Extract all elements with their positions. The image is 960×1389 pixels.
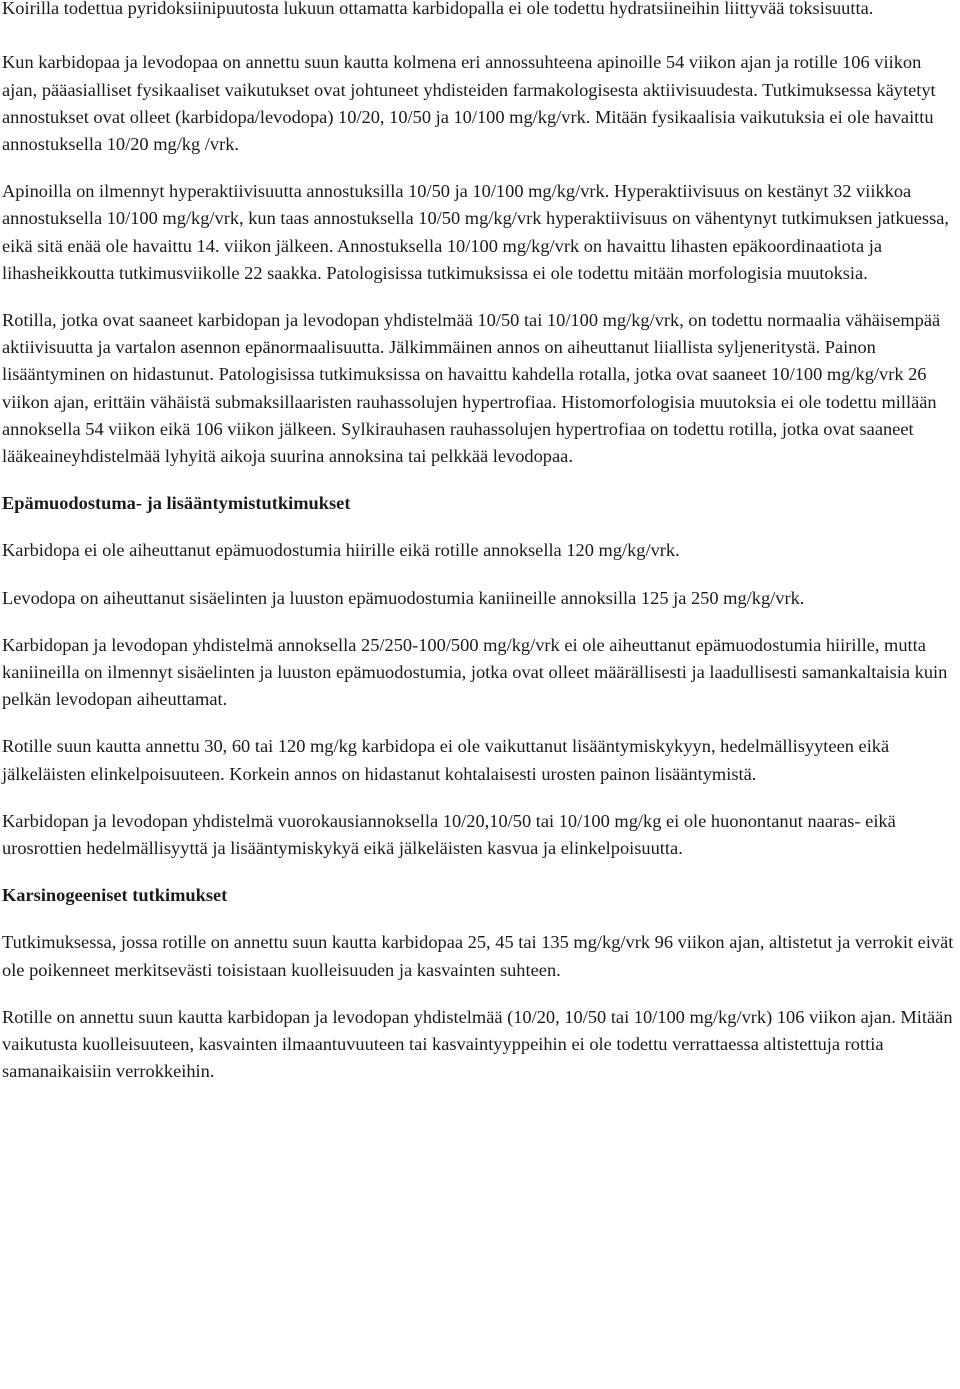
- spacer: [2, 565, 957, 585]
- spacer: [2, 287, 957, 307]
- spacer: [2, 517, 957, 537]
- spacer: [2, 713, 957, 733]
- section-heading-carcinogenicity: Karsinogeeniset tutkimukset: [2, 885, 228, 906]
- document-page: [2, 0, 957, 1085]
- paragraph-carcinogenicity-carbidopa: Tutkimuksessa, jossa rotille on annettu suun kautta karbidopaa 25, 45 tai 135 mg/kg/vrk 96 viikon ajan, altistetut ja verrokit eivät ole poikenneet merkitsevästi toisistaan kuolleisuuden ja kasvainten suhteen.: [2, 932, 954, 980]
- paragraph-carcinogenicity-combination: Rotille on annettu suun kautta karbidopan ja levodopan yhdistelmää (10/20, 10/50 tai 10/100 mg/kg/vrk) 106 viikon ajan. Mitään vaikutusta kuolleisuuteen, kasvainten ilmaantuvuuteen tai kasvaintyyppeihin ei ole todettu verrattaessa altistettuja rottia samanaikaisiin verrokkeihin.: [2, 1006, 953, 1082]
- paragraph-levodopa-malformations: Levodopa on aiheuttanut sisäelinten ja luuston epämuodostumia kaniineille annoksilla 125 ja 250 mg/kg/vrk.: [2, 587, 805, 608]
- paragraph-combination-malformations: Karbidopan ja levodopan yhdistelmä annoksella 25/250-100/500 mg/kg/vrk ei ole aiheuttanut epämuodostumia hiirille, mutta kaniineilla on ilmennyt sisäelinten ja luuston epämuodostumia, jotka ovat olleet määrällisesti ja laadullisesti samankaltaisia kuin pelkän levodopan aiheuttamat.: [2, 634, 948, 710]
- paragraph-pyridoxine: Koirilla todettua pyridoksiinipuutosta lukuun ottamatta karbidopalla ei ole todettu hydratsiineihin liittyvää toksisuutta.: [2, 0, 874, 18]
- paragraph-monkeys-rats-effects: Kun karbidopaa ja levodopaa on annettu suun kautta kolmena eri annossuhteena apinoille 54 viikon ajan ja rotille 106 viikon ajan, pääasialliset fysikaaliset vaikutukset ovat johtuneet yhdisteiden farmakologisesta aktiivisuudesta. Tutkimuksessa käytetyt annostukset ovat olleet (karbidopa/levodopa) 10/20, 10/50 ja 10/100 mg/kg/vrk. Mitään fysikaalisia vaikutuksia ei ole havaittu annostuksella 10/20 mg/kg /vrk.: [2, 52, 936, 154]
- paragraph-rats-findings: Rotilla, jotka ovat saaneet karbidopan ja levodopan yhdistelmää 10/50 tai 10/100 mg/kg/vrk, on todettu normaalia vähäisempää aktiivisuutta ja vartalon asennon epänormaalisuutta. Jälkimmäinen annos on aiheuttanut liiallista syljeneritystä. Painon lisääntyminen on hidastunut. Patologisissa tutkimuksissa on havaittu kahdella rotalla, jotka ovat saaneet 10/100 mg/kg/vrk 26 viikon ajan, erittäin vähäistä submaksillaaristen rauhassolujen hypertrofiaa. Histomorfologisia muutoksia ei ole todettu millään annoksella 54 viikon eikä 106 viikon jälkeen. Sylkirauhasen rauhassolujen hypertrofiaa on todettu rotilla, jotka ovat saaneet lääkeaineyhdistelmää lyhyitä aikoja suurina annoksina tai pelkkää levodopaa.: [2, 310, 941, 467]
- spacer: [2, 862, 957, 882]
- paragraph-carbidopa-malformations: Karbidopa ei ole aiheuttanut epämuodostumia hiirille eikä rotille annoksella 120 mg/kg/vrk.: [2, 540, 680, 561]
- paragraph-fertility-combination: Karbidopan ja levodopan yhdistelmä vuorokausiannoksella 10/20,10/50 tai 10/100 mg/kg ei ole huonontanut naaras- eikä urosrottien hedelmällisyyttä ja lisääntymiskykyä eikä jälkeläisten kasvua ja elinkelpoisuutta.: [2, 810, 896, 859]
- spacer: [2, 909, 957, 929]
- spacer: [2, 984, 957, 1004]
- section-heading-teratogenicity: Epämuodostuma- ja lisääntymistutkimukset: [2, 493, 351, 514]
- spacer: [2, 612, 957, 632]
- spacer: [2, 22, 957, 49]
- paragraph-fertility-carbidopa: Rotille suun kautta annettu 30, 60 tai 120 mg/kg karbidopa ei ole vaikuttanut lisääntymiskykyyn, hedelmällisyyteen eikä jälkeläisten elinkelpoisuuteen. Korkein annos on hidastanut kohtalaisesti urosten painon lisääntymistä.: [2, 736, 890, 784]
- spacer: [2, 788, 957, 808]
- spacer: [2, 470, 957, 490]
- paragraph-hyperactivity: Apinoilla on ilmennyt hyperaktiivisuutta annostuksilla 10/50 ja 10/100 mg/kg/vrk. Hyperaktiivisuus on kestänyt 32 viikkoa annostuksella 10/100 mg/kg/vrk, kun taas annostuksella 10/50 mg/kg/vrk hyperaktiivisuus on vähentynyt tutkimuksen jatkuessa, eikä sitä enää ole havaittu 14. viikon jälkeen. Annostuksella 10/100 mg/kg/vrk on havaittu lihasten epäkoordinaatiota ja lihasheikkoutta tutkimusviikolle 22 saakka. Patologisissa tutkimuksissa ei ole todettu mitään morfologisia muutoksia.: [2, 181, 950, 283]
- spacer: [2, 158, 957, 178]
